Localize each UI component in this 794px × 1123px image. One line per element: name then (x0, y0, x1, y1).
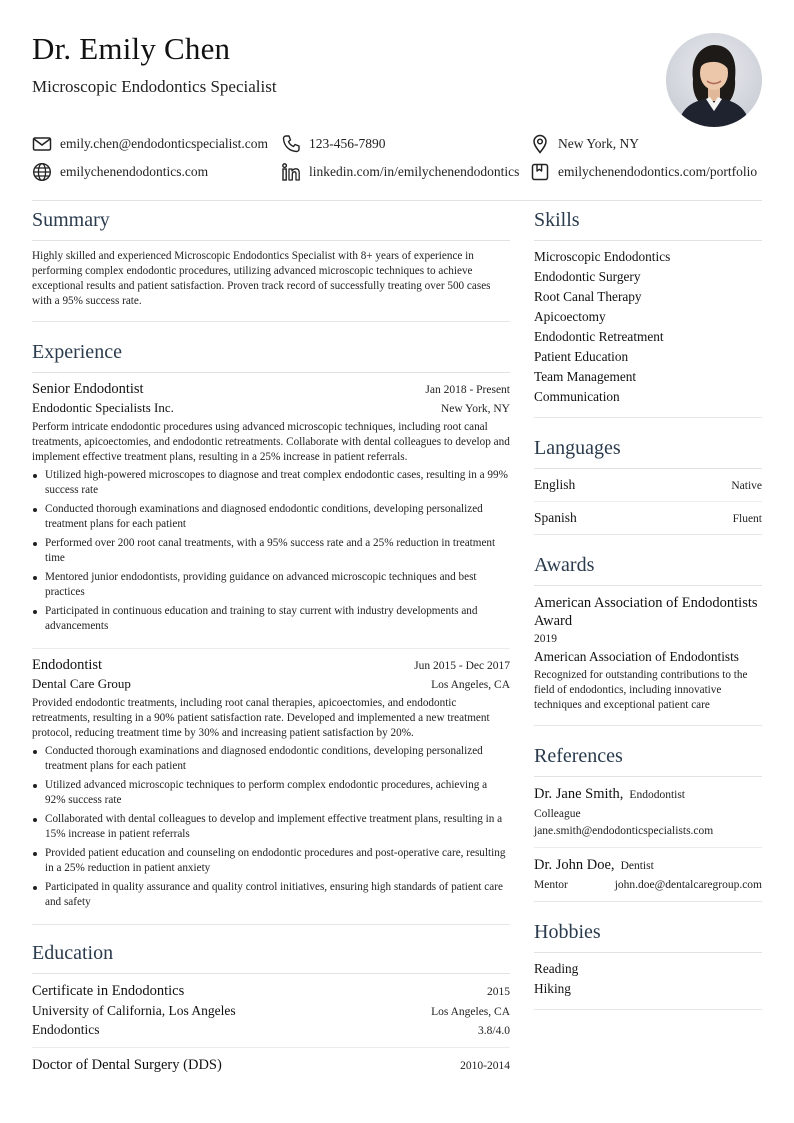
hobby-item: Reading (534, 961, 579, 976)
experience-section (32, 340, 510, 925)
job-location: Los Angeles, CA (431, 679, 510, 691)
job-dates: Jan 2018 - Present (425, 384, 510, 396)
website-text: emilychenendodontics.com (60, 164, 209, 179)
job-entry (32, 649, 510, 924)
language-item (534, 502, 762, 534)
reference-relation: Colleague (534, 808, 581, 820)
phone-text: 123-456-7890 (309, 136, 386, 151)
award-year: 2019 (534, 633, 557, 645)
languages-heading: Languages (534, 436, 762, 469)
award-item (534, 586, 762, 725)
reference-item (534, 777, 762, 848)
hobby-item: Hiking (534, 981, 571, 996)
hobbies-list (534, 953, 762, 1009)
globe-icon (32, 162, 52, 182)
job-company: Endodontic Specialists Inc. (32, 400, 174, 415)
edu-year: 2010-2014 (460, 1060, 510, 1072)
skill-item: Root Canal Therapy (534, 289, 642, 304)
skill-item: Endodontic Retreatment (534, 329, 664, 344)
profile-photo (666, 33, 762, 127)
header-divider (32, 200, 762, 201)
references-heading: References (534, 744, 762, 777)
reference-name: Dr. John Doe, (534, 857, 615, 873)
achievement-item: Participated in continuous education and training to stay current with industry developments and advancements (32, 604, 510, 634)
portfolio-text: emilychenendodontics.com/portfolio (558, 164, 758, 179)
reference-position: Endodontist (629, 789, 686, 801)
skill-item: Apicoectomy (534, 309, 606, 324)
education-entry (32, 1048, 510, 1083)
edu-year: 2015 (487, 986, 510, 998)
candidate-title: Microscopic Endodontics Specialist (32, 77, 277, 96)
sidebar-column (534, 208, 762, 1010)
achievement-item: Mentored junior endodontists, providing guidance on advanced microscopic techniques and best practices (32, 570, 510, 600)
education-section (32, 941, 510, 1083)
reference-position: Dentist (620, 860, 654, 872)
contact-portfolio[interactable] (530, 162, 757, 182)
edu-gpa: 3.8/4.0 (478, 1025, 510, 1037)
contact-phone[interactable] (281, 134, 386, 154)
achievement-item: Collaborated with dental colleagues to develop and implement effective treatment plans, resulting in a 15% increase in patient referrals (32, 812, 510, 842)
achievement-item: Utilized advanced microscopic techniques to perform complex endodontic procedures, achieving a 92% success rate (32, 778, 510, 808)
skills-section (534, 208, 762, 418)
job-description: Perform intricate endodontic procedures using advanced microscopic techniques, including root canal treatments, apicoectomies, and endodontic retreatments. Collaborate with dental colleagues to develop and implement effective treatment plans, resulting in a 25% increase in patient referrals. (32, 421, 510, 463)
skills-list (534, 241, 762, 417)
achievement-item: Performed over 200 root canal treatments, with a 95% success rate and a 25% reduction in treatment time (32, 536, 510, 566)
achievement-item: Participated in quality assurance and quality control initiatives, ensuring high standards of patient care and safety (32, 880, 510, 910)
experience-heading: Experience (32, 340, 510, 373)
job-dates: Jun 2015 - Dec 2017 (414, 660, 510, 672)
language-name: English (534, 477, 576, 492)
achievement-item: Utilized high-powered microscopes to diagnose and treat complex endodontic cases, resulting in a 99% success rate (32, 468, 510, 498)
job-role: Endodontist (32, 657, 103, 673)
reference-item (534, 848, 762, 901)
edu-location: Los Angeles, CA (431, 1006, 510, 1018)
email-icon (32, 134, 52, 154)
job-location: New York, NY (440, 403, 510, 415)
hobbies-section (534, 920, 762, 1010)
edu-field: Endodontics (32, 1022, 100, 1037)
award-organization: American Association of Endodontists (534, 649, 739, 664)
skill-item: Patient Education (534, 349, 629, 364)
contact-email[interactable] (32, 134, 268, 154)
languages-section (534, 436, 762, 535)
main-column (32, 208, 510, 1083)
job-role: Senior Endodontist (32, 381, 144, 397)
skill-item: Microscopic Endodontics (534, 249, 671, 264)
references-section (534, 744, 762, 902)
reference-name: Dr. Jane Smith, (534, 786, 624, 802)
reference-relation: Mentor (534, 879, 568, 891)
language-item (534, 469, 762, 502)
job-entry (32, 373, 510, 649)
award-name: American Association of Endodontists Award (534, 595, 758, 629)
job-achievements (32, 468, 510, 634)
contact-website[interactable] (32, 162, 208, 182)
edu-degree: Certificate in Endodontics (32, 983, 185, 999)
contact-linkedin[interactable] (281, 162, 519, 182)
contact-location (530, 134, 639, 154)
location-text: New York, NY (558, 136, 640, 151)
language-level: Fluent (732, 513, 762, 525)
language-name: Spanish (534, 510, 577, 525)
candidate-name: Dr. Emily Chen (32, 31, 231, 66)
job-company: Dental Care Group (32, 676, 131, 691)
language-level: Native (731, 480, 762, 492)
summary-heading: Summary (32, 208, 510, 241)
reference-email[interactable]: jane.smith@endodonticspecialists.com (534, 825, 714, 837)
award-description: Recognized for outstanding contributions to the field of endodontics, including innovative techniques and exceptional patient care (534, 669, 748, 711)
job-achievements (32, 744, 510, 910)
reference-email[interactable]: john.doe@dentalcaregroup.com (614, 879, 762, 891)
achievement-item: Conducted thorough examinations and diagnosed endodontic conditions, developing personalized treatment plans for each patient (32, 502, 510, 532)
linkedin-icon (281, 162, 301, 182)
awards-heading: Awards (534, 553, 762, 586)
linkedin-text: linkedin.com/in/emilychenendodontics (309, 164, 520, 179)
hobbies-heading: Hobbies (534, 920, 762, 953)
edu-school: University of California, Los Angeles (32, 1003, 236, 1018)
skills-heading: Skills (534, 208, 762, 241)
education-heading: Education (32, 941, 510, 974)
skill-item: Team Management (534, 369, 637, 384)
email-text: emily.chen@endodonticspecialist.com (60, 136, 268, 151)
portfolio-icon (530, 162, 550, 182)
education-entry (32, 974, 510, 1048)
contact-info (32, 134, 772, 190)
awards-section (534, 553, 762, 726)
edu-degree: Doctor of Dental Surgery (DDS) (32, 1057, 222, 1073)
location-pin-icon (530, 134, 550, 154)
summary-section (32, 208, 510, 322)
skill-item: Communication (534, 389, 620, 404)
skill-item: Endodontic Surgery (534, 269, 641, 284)
phone-icon (281, 134, 301, 154)
achievement-item: Conducted thorough examinations and diagnosed endodontic conditions, developing personalized treatment plans for each patient (32, 744, 510, 774)
achievement-item: Provided patient education and counseling on endodontic procedures and post-operative care, resulting in a 25% reduction in patient anxiety (32, 846, 510, 876)
summary-text: Highly skilled and experienced Microscopic Endodontics Specialist with 8+ years of experience in performing complex endodontic procedures, utilizing advanced microscopic techniques to achieve exceptional results and patient satisfaction. Proven track record of successfully treating over 500 cases with a 95% success rate. (32, 250, 491, 307)
job-description: Provided endodontic treatments, including root canal therapies, apicoectomies, and endodontic retreatments, resulting in a 90% patient satisfaction rate. Developed and implemented a new treatment protocol, reducing treatment time by 30% and increasing patient satisfaction by 20%. (32, 697, 490, 739)
